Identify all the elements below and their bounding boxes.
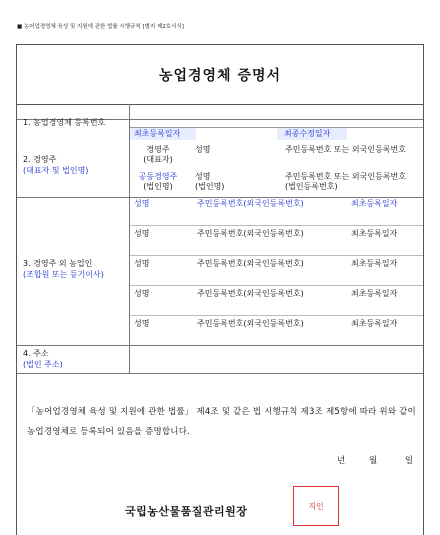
- form-header-note: ■ 농어업경영체 육성 및 지원에 관한 법률 시행규칙 [별지 제2호서식]: [17, 24, 184, 30]
- page-title: 농업경영체 증명서: [17, 45, 423, 105]
- owner-section-sublabel: (대표자 및 법인명): [23, 166, 89, 175]
- certification-statement: 「농어업경영체 육성 및 지원에 관한 법률」 제4조 및 같은 법 시행규칙 제3조 제5항에 따라 위와 같이 농업경영체로 등록되어 있음을 증명합니다.: [27, 407, 416, 437]
- member-date-label: 최초등록일자: [351, 319, 398, 328]
- address-sublabel: (법인 주소): [23, 360, 63, 369]
- member-id-label: 주민등록번호(외국인등록번호): [197, 319, 304, 328]
- joint-name-label: 성명: [195, 172, 211, 181]
- member-name-label: 성명: [134, 259, 150, 268]
- farmers-section-label: 3. 경영주 외 농업인: [23, 259, 93, 268]
- certificate-form: [16, 44, 424, 535]
- address-label: 4. 주소: [23, 349, 49, 358]
- joint-owner-label: 공동경영주: [138, 172, 178, 181]
- issuer-name: 국립농산물품질관리원장: [125, 505, 248, 518]
- row-divider: [17, 373, 423, 374]
- joint-corp-label: (법인명): [195, 182, 225, 191]
- column-divider: [129, 104, 130, 373]
- row-divider: [129, 315, 423, 316]
- row-divider: [129, 285, 423, 286]
- joint-corp-reg-label: (법인등록번호): [285, 182, 338, 191]
- owner-sublabel: (대표자): [143, 155, 173, 164]
- row-divider: [129, 225, 423, 226]
- last-mod-date-label: 최종수정일자: [284, 129, 331, 138]
- member-id-label: 주민등록번호(외국인등록번호): [197, 289, 304, 298]
- row-divider: [17, 345, 423, 346]
- member-date-label: 최초등록일자: [351, 199, 398, 208]
- owner-name-label: 성명: [195, 145, 211, 154]
- official-seal: 직인: [293, 486, 339, 526]
- member-name-label: 성명: [134, 229, 150, 238]
- joint-owner-sublabel: (법인명): [143, 182, 173, 191]
- member-date-label: 최초등록일자: [351, 259, 398, 268]
- member-id-label: 주민등록번호(외국인등록번호): [197, 199, 304, 208]
- row-divider: [17, 197, 423, 198]
- first-reg-date-label: 최초등록일자: [134, 129, 181, 138]
- joint-id-label: 주민등록번호 또는 외국인등록번호: [285, 172, 407, 181]
- member-name-label: 성명: [134, 199, 150, 208]
- date-day-label: 일: [405, 456, 414, 466]
- member-id-label: 주민등록번호(외국인등록번호): [197, 259, 304, 268]
- owner-section-label: 2. 경영주: [23, 155, 57, 164]
- owner-label: 경영주: [146, 145, 170, 154]
- owner-id-label: 주민등록번호 또는 외국인등록번호: [285, 145, 407, 154]
- member-date-label: 최초등록일자: [351, 229, 398, 238]
- row-divider: [129, 255, 423, 256]
- member-id-label: 주민등록번호(외국인등록번호): [197, 229, 304, 238]
- member-name-label: 성명: [134, 289, 150, 298]
- member-date-label: 최초등록일자: [351, 289, 398, 298]
- reg-number-label: 1. 농업경영체 등록번호: [23, 118, 106, 127]
- farmers-section-sublabel: (조합원 또는 등기이사): [23, 270, 104, 279]
- date-month-label: 월: [369, 456, 378, 466]
- member-name-label: 성명: [134, 319, 150, 328]
- date-year-label: 년: [337, 456, 346, 466]
